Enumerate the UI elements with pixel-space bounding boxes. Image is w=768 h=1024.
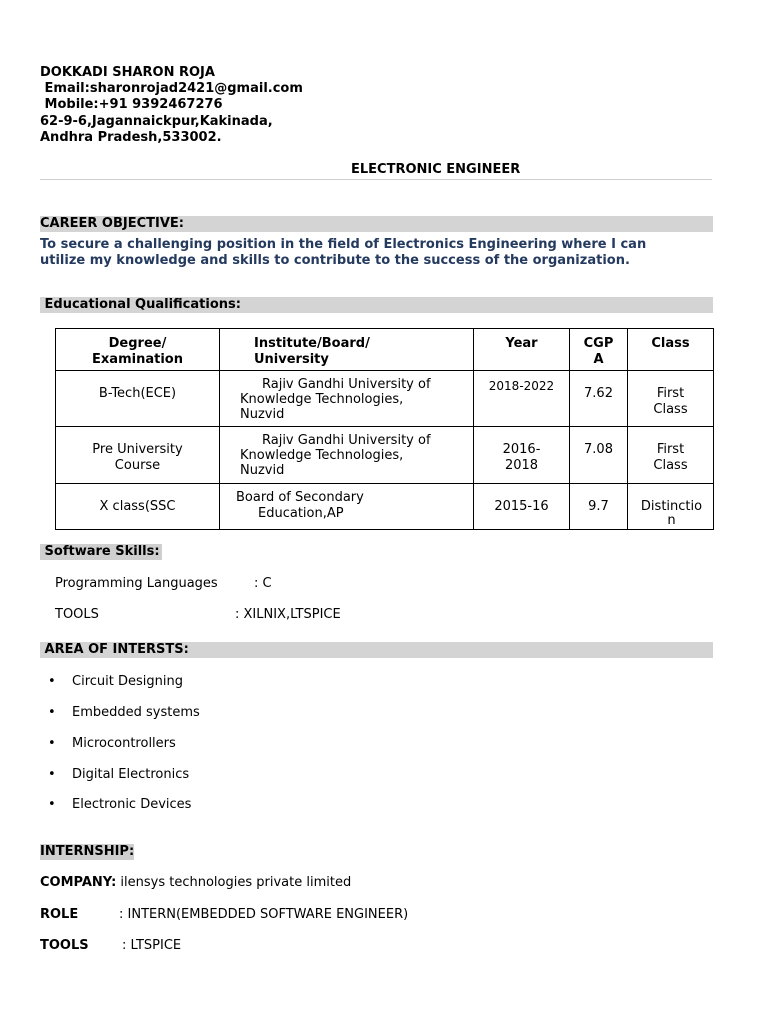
list-item: Microcontrollers [72, 736, 176, 751]
company-row [40, 875, 351, 890]
row-class: First Class [653, 386, 688, 417]
candidate-name: DOKKADI SHARON ROJA [40, 65, 215, 80]
row-class: First Class [653, 442, 688, 473]
row-institute: Rajiv Gandhi University of Knowledge Technologies, Nuzvid [240, 433, 431, 478]
role-value: : INTERN(EMBEDDED SOFTWARE ENGINEER) [119, 907, 409, 922]
row-institute: Board of Secondary Education,AP [236, 490, 364, 521]
table-row [56, 484, 714, 530]
internship-tools-label: TOOLS [40, 938, 89, 953]
row-year: 2016- 2018 [502, 442, 541, 473]
header-degree: Degree/ Examination [56, 329, 220, 371]
row-cgpa: 9.7 [588, 499, 609, 514]
company-value: ilensys technologies private limited [116, 875, 352, 890]
header-class: Class [628, 329, 714, 371]
career-objective-heading: CAREER OBJECTIVE: [40, 216, 184, 231]
programming-languages-value: : C [254, 576, 272, 591]
career-objective-line-1: To secure a challenging position in the field of Electronics Engineering where I can [40, 237, 647, 252]
bullet-icon: • [48, 705, 56, 720]
address-line-2: Andhra Pradesh,533002. [40, 130, 222, 145]
mobile-text: Mobile:+91 9392467276 [40, 97, 223, 112]
education-heading: Educational Qualifications: [40, 297, 241, 312]
career-objective-text [40, 237, 720, 269]
list-item: Circuit Designing [72, 674, 183, 689]
address-line-1: 62-9-6,Jagannaickpur,Kakinada, [40, 114, 273, 129]
list-item: Electronic Devices [72, 797, 192, 812]
internship-tools-value: : LTSPICE [122, 938, 182, 953]
title-divider [40, 179, 712, 180]
career-objective-line-2: utilize my knowledge and skills to contribute to the success of the organization. [40, 253, 630, 268]
programming-languages-label: Programming Languages [55, 576, 218, 591]
row-degree: X class(SSC [99, 499, 176, 514]
table-header-row [56, 329, 714, 371]
role-label: ROLE [40, 907, 79, 922]
table-row [56, 371, 714, 427]
row-class: Distinctio n [640, 499, 703, 528]
interests-heading: AREA OF INTERSTS: [40, 642, 189, 657]
list-item: Digital Electronics [72, 767, 190, 782]
row-degree: B-Tech(ECE) [98, 386, 177, 401]
software-skills-heading: Software Skills: [40, 544, 160, 559]
header-year: Year [474, 329, 570, 371]
internship-heading: INTERNSHIP: [40, 844, 135, 859]
bullet-icon: • [48, 797, 56, 812]
tools-label: TOOLS [55, 607, 99, 622]
bullet-icon: • [48, 674, 56, 689]
header-cgpa: CGP A [570, 329, 628, 371]
company-label: COMPANY: [40, 875, 117, 890]
row-year: 2018-2022 [488, 379, 555, 393]
bullet-icon: • [48, 736, 56, 751]
row-cgpa: 7.08 [584, 442, 613, 457]
email-text: Email:sharonrojad2421@gmail.com [40, 81, 303, 96]
header-institute: Institute/Board/ University [220, 329, 474, 371]
row-year: 2015-16 [494, 499, 549, 514]
row-cgpa: 7.62 [584, 386, 613, 401]
education-table [55, 328, 714, 530]
page-title: ELECTRONIC ENGINEER [351, 162, 521, 177]
row-institute: Rajiv Gandhi University of Knowledge Technologies, Nuzvid [240, 377, 431, 422]
list-item: Embedded systems [72, 705, 200, 720]
row-degree: Pre University Course [92, 442, 183, 473]
bullet-icon: • [48, 767, 56, 782]
table-row [56, 427, 714, 484]
tools-value: : XILNIX,LTSPICE [235, 607, 341, 622]
